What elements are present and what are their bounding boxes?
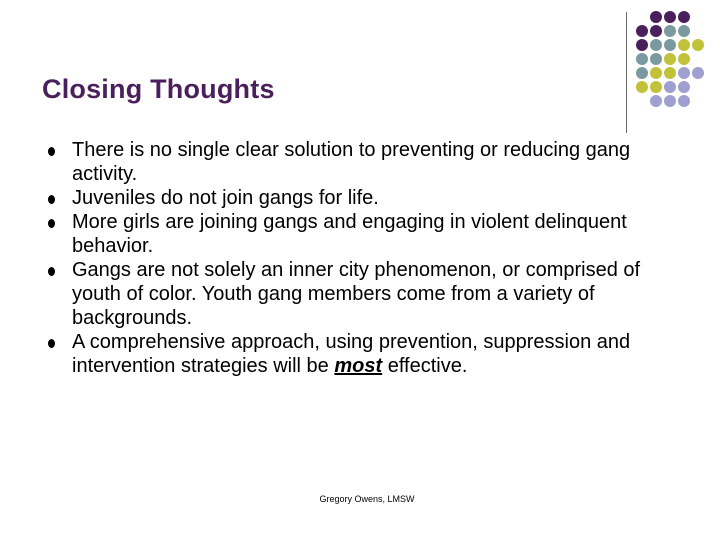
bullet-disc-icon — [48, 339, 55, 348]
decorative-dot — [650, 67, 662, 79]
decorative-dot — [664, 39, 676, 51]
decorative-dot — [678, 67, 690, 79]
bullet-disc-icon — [48, 219, 55, 228]
footer-author: Gregory Owens, LMSW — [319, 494, 415, 504]
decorative-dot — [664, 95, 676, 107]
decorative-dot — [650, 39, 662, 51]
emphasized-word: most — [334, 355, 383, 377]
decorative-dot — [664, 11, 676, 23]
decorative-dot — [678, 39, 690, 51]
decorative-dot — [650, 53, 662, 65]
bullet-text: Gangs are not solely an inner city phenomenon, or comprised of youth of color. Youth gang members come from a variety of backgrounds. — [72, 259, 641, 329]
decorative-dot — [678, 81, 690, 93]
decorative-dot — [664, 53, 676, 65]
bullet-text-end: effective. — [382, 355, 468, 377]
bullet-item — [48, 258, 688, 330]
bullet-disc-icon — [48, 147, 55, 156]
bullet-disc-icon — [48, 195, 55, 204]
decorative-dot — [636, 67, 648, 79]
decorative-dot — [692, 67, 704, 79]
bullet-disc-icon — [48, 267, 55, 276]
decorative-dot — [664, 81, 676, 93]
decorative-dot — [636, 39, 648, 51]
decorative-dot — [650, 11, 662, 23]
dot-grid-icon — [0, 0, 720, 140]
bullet-text: There is no single clear solution to preventing or reducing gang activity. — [72, 139, 631, 185]
decorative-dot — [650, 25, 662, 37]
decorative-dot — [664, 25, 676, 37]
decorative-dot — [678, 95, 690, 107]
slide-title: Closing Thoughts — [42, 74, 275, 104]
decorative-dot — [636, 25, 648, 37]
decorative-dot — [664, 67, 676, 79]
bullet-item — [48, 210, 688, 258]
bullet-text: More girls are joining gangs and engaging in violent delinquent behavior. — [72, 211, 627, 257]
decorative-dot — [678, 25, 690, 37]
decorative-dot — [636, 81, 648, 93]
bullet-item — [48, 330, 688, 378]
decorative-dot — [636, 53, 648, 65]
decorative-dot — [678, 11, 690, 23]
decorative-dot — [678, 53, 690, 65]
bullet-text: Juveniles do not join gangs for life. — [72, 187, 379, 209]
bullet-item — [48, 186, 688, 210]
bullet-list — [48, 138, 688, 378]
bullet-item — [48, 138, 688, 186]
vertical-rule — [626, 12, 627, 133]
decorative-dot — [650, 95, 662, 107]
decorative-dot — [650, 81, 662, 93]
decorative-dot — [692, 39, 704, 51]
bullet-text-start: A comprehensive approach, using prevention, suppression and intervention strategies will be — [72, 331, 631, 377]
